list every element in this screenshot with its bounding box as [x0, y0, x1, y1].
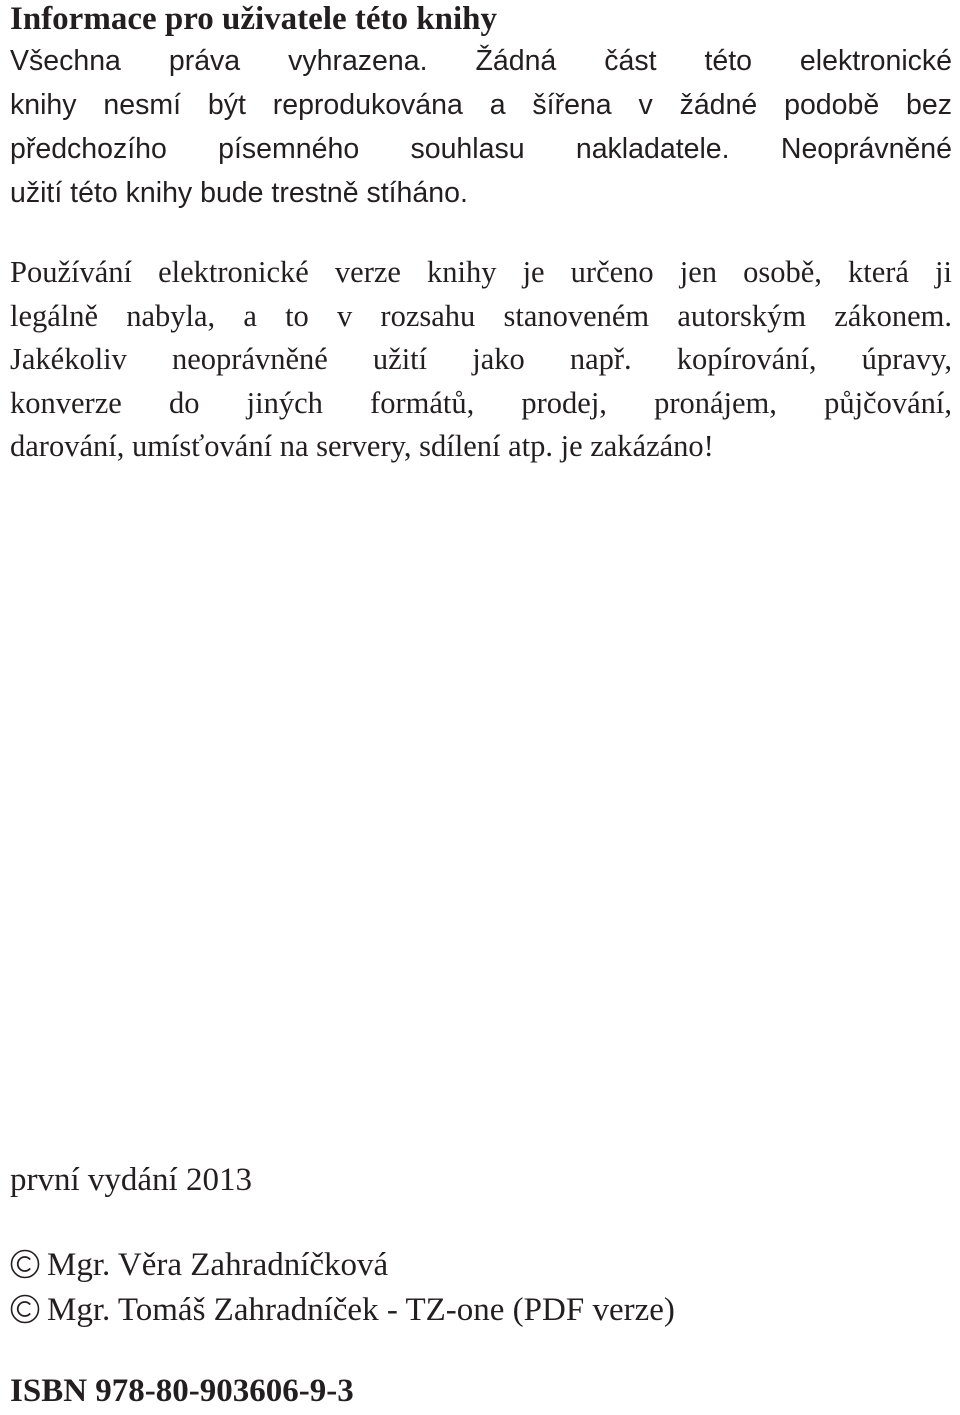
usage-terms-line: konverze do jiných formátů, prodej, pronájem, půjčování,	[10, 385, 952, 420]
rights-notice-paragraph	[10, 39, 952, 215]
copyright-line	[10, 1243, 388, 1287]
copyright-icon	[10, 1249, 40, 1279]
rights-notice-line: Všechna práva vyhrazena. Žádná část této elektronické	[10, 45, 952, 77]
rights-notice-line: užití této knihy bude trestně stíháno.	[10, 177, 468, 209]
usage-terms-line: legálně nabyla, a to v rozsahu stanoveném autorským zákonem.	[10, 298, 952, 333]
rights-notice-line: předchozího písemného souhlasu nakladatele. Neoprávněné	[10, 133, 952, 165]
copyright-line	[10, 1288, 675, 1332]
usage-terms-paragraph	[10, 251, 952, 469]
usage-terms-line: darování, umísťování na servery, sdílení atp. je zakázáno!	[10, 429, 714, 463]
copyright-holder: Mgr. Tomáš Zahradníček - TZ-one (PDF verze)	[47, 1292, 675, 1328]
usage-terms-line: Používání elektronické verze knihy je určeno jen osobě, která ji	[10, 255, 952, 289]
rights-notice-line: knihy nesmí být reprodukována a šířena v žádné podobě bez	[10, 89, 952, 121]
copyright-holder: Mgr. Věra Zahradníčková	[47, 1247, 389, 1283]
copyright-icon	[10, 1294, 40, 1324]
edition-line: první vydání 2013	[10, 1162, 252, 1198]
usage-terms-line: Jakékoliv neoprávněné užití jako např. kopírování, úpravy,	[10, 342, 952, 376]
isbn-number: ISBN 978-80-903606-9-3	[10, 1373, 354, 1409]
page-title: Informace pro uživatele této knihy	[10, 1, 497, 37]
